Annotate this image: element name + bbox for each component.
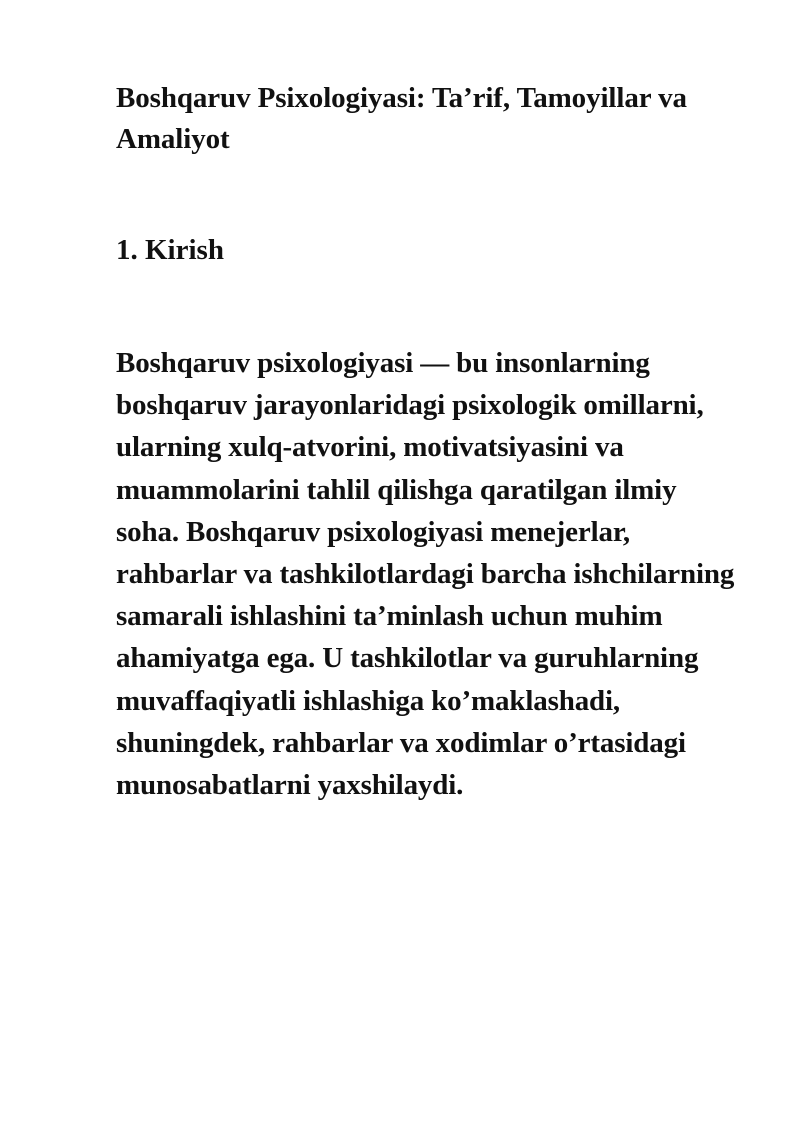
body-paragraph: Boshqaruv psixologiyasi — bu insonlarning boshqaruv jarayonlaridagi psixologik omillarni, ularning xulq-atvorini, motivatsiyasini va muammolarini tahlil qilishga qaratilgan ilmiy soha. Boshqaruv psixologiyasi menejerlar, rahbarlar va tashkilotlardagi barcha ishchilarning samarali ishlashini ta’minlash uchun muhim ahamiyatga ega. U tashkilotlar va guruhlarning muvaffaqiyatli ishlashiga ko’maklashadi, shuningdek, rahbarlar va xodimlar o’rtasidagi munosabatlarni yaxshilaydi. (116, 347, 735, 802)
section-heading: 1. Kirish (116, 234, 224, 266)
document-title: Boshqaruv Psixologiyasi: Ta’rif, Tamoyillar va Amaliyot (116, 82, 687, 155)
